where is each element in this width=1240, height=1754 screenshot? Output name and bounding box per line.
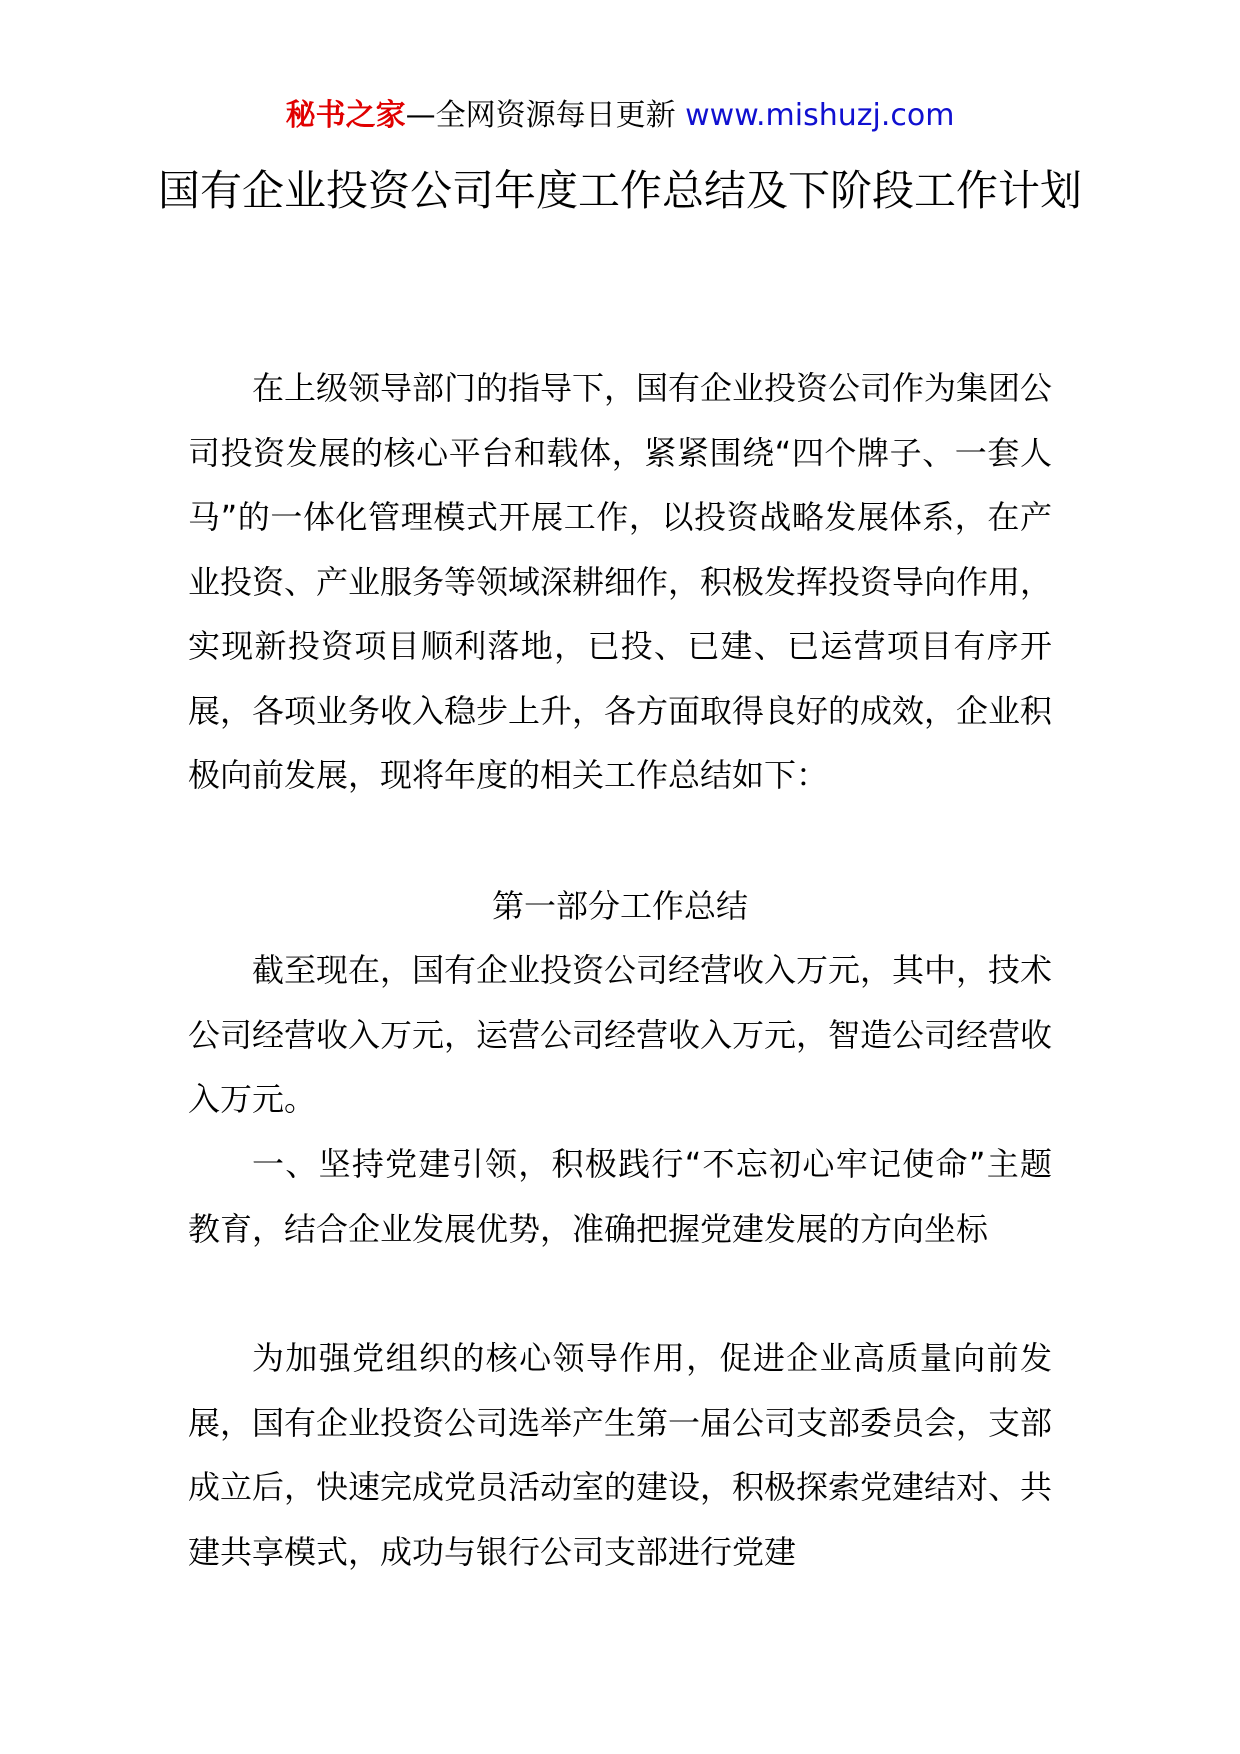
summary-paragraph (188, 938, 1052, 1132)
party-building-paragraph (188, 1326, 1052, 1584)
summary-text: 截至现在，国有企业投资公司经营收入万元，其中，技术公司经营收入万元，运营公司经营收入万元，智造公司经营收入万元。 (188, 951, 1053, 1118)
brand-name: 秘书之家 (285, 98, 406, 133)
site-url-link[interactable]: www.mishuzj.com (685, 98, 955, 133)
header-tagline: —全网资源每日更新 (405, 98, 686, 133)
party-building-text: 为加强党组织的核心领导作用，促进企业高质量向前发展，国有企业投资公司选举产生第一届公司支部委员会，支部成立后，快速完成党员活动室的建设，积极探索党建结对、共建共享模式，成功与银行公司支部进行党建 (188, 1339, 1053, 1571)
heading-one (188, 1132, 1052, 1261)
intro-paragraph (188, 356, 1052, 808)
site-header (0, 96, 1240, 136)
intro-text: 在上级领导部门的指导下，国有企业投资公司作为集团公司投资发展的核心平台和载体，紧紧围绕“四个牌子、一套人马”的一体化管理模式开展工作，以投资战略发展体系，在产业投资、产业服务等领域深耕细作，积极发挥投资导向作用，实现新投资项目顺利落地，已投、已建、已运营项目有序开展，各项业务收入稳步上升，各方面取得良好的成效，企业积极向前发展，现将年度的相关工作总结如下： (188, 369, 1053, 794)
document-title: 国有企业投资公司年度工作总结及下阶段工作计划 (157, 166, 1082, 215)
heading-one-text: 一、坚持党建引领，积极践行“不忘初心牢记使命”主题教育，结合企业发展优势，准确把握党建发展的方向坐标 (188, 1145, 1052, 1248)
section-title: 第一部分工作总结 (491, 887, 748, 925)
